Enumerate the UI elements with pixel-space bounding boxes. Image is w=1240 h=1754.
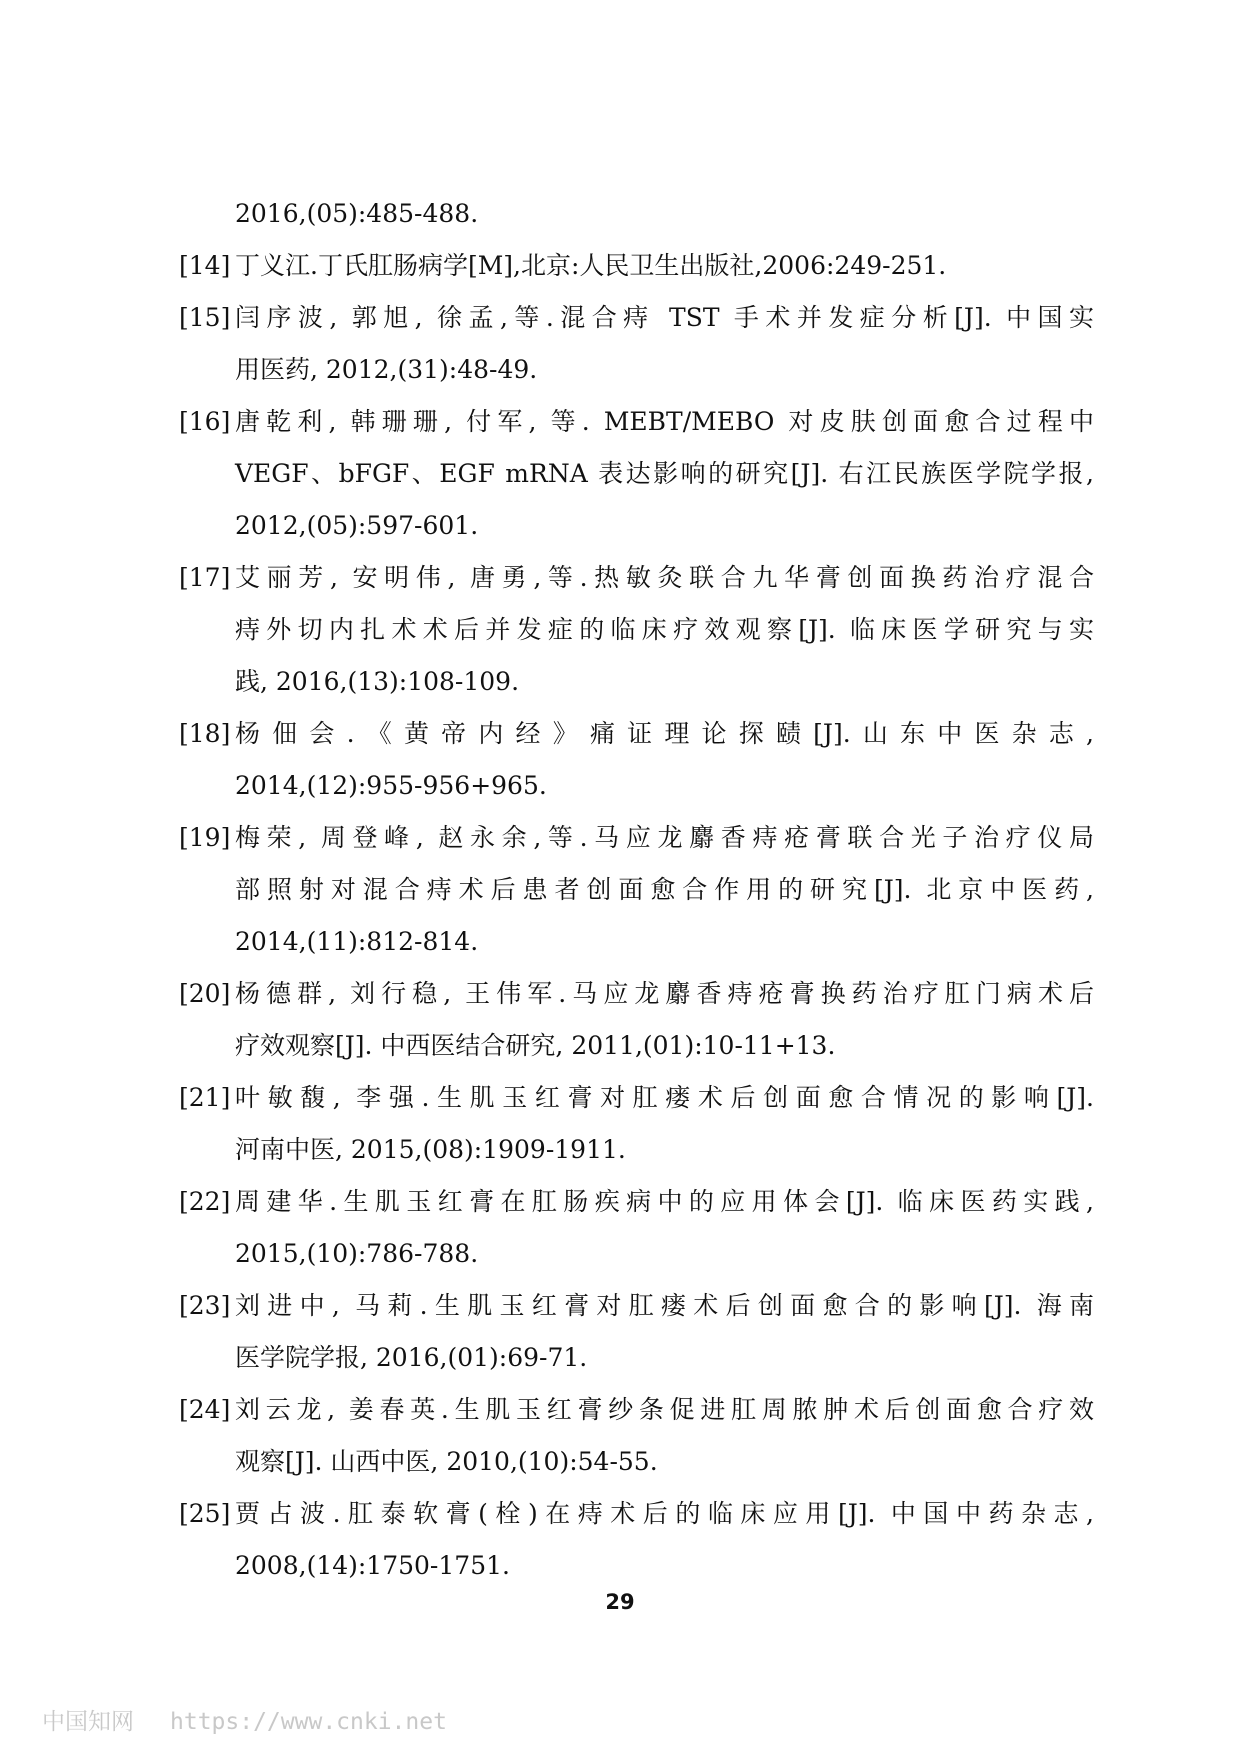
reference-line: 唐乾利, 韩珊珊, 付军, 等. MEBT/MEBO 对皮肤创面愈合过程中 — [235, 407, 1094, 436]
reference-number: [16] — [179, 407, 231, 436]
reference-line: 用医药, 2012,(31):48-49. — [235, 355, 538, 384]
reference-line: 践, 2016,(13):108-109. — [235, 667, 520, 696]
reference-number: [17] — [179, 563, 231, 592]
reference-line: 艾丽芳, 安明伟, 唐勇,等.热敏灸联合九华膏创面换药治疗混合 — [235, 563, 1094, 592]
reference-line: 杨佃会.《黄帝内经》痛证理论探赜[J].山东中医杂志, — [235, 719, 1094, 748]
reference-line: 刘进中, 马莉.生肌玉红膏对肛瘘术后创面愈合的影响[J]. 海南 — [235, 1291, 1094, 1320]
reference-line: 梅荣, 周登峰, 赵永余,等.马应龙麝香痔疮膏联合光子治疗仪局 — [235, 823, 1094, 852]
reference-line: 叶敏馥, 李强.生肌玉红膏对肛瘘术后创面愈合情况的影响[J]. — [235, 1083, 1094, 1112]
reference-line: 2015,(10):786-788. — [235, 1239, 479, 1268]
reference-line: 杨德群, 刘行稳, 王伟军.马应龙麝香痔疮膏换药治疗肛门病术后 — [235, 979, 1094, 1008]
reference-continuation: 2016,(05):485-488. — [235, 199, 479, 228]
reference-number: [20] — [179, 979, 231, 1008]
reference-line: 闫序波, 郭旭, 徐孟,等.混合痔 TST 手术并发症分析[J]. 中国实 — [235, 303, 1094, 332]
reference-item-16 — [179, 396, 1094, 552]
reference-item-18 — [179, 708, 1094, 812]
reference-number: [25] — [179, 1499, 231, 1528]
reference-item-24 — [179, 1384, 1094, 1488]
cnki-watermark — [42, 1703, 447, 1736]
reference-number: [14] — [179, 251, 231, 280]
reference-number: [19] — [179, 823, 231, 852]
reference-item-21 — [179, 1072, 1094, 1176]
reference-line: VEGF、bFGF、EGF mRNA 表达影响的研究[J]. 右江民族医学院学报, — [235, 459, 1094, 488]
reference-number: [23] — [179, 1291, 231, 1320]
reference-number: [22] — [179, 1187, 231, 1216]
reference-item-19 — [179, 812, 1094, 968]
reference-item-15 — [179, 292, 1094, 396]
reference-item-17 — [179, 552, 1094, 708]
reference-line: 贾占波.肛泰软膏(栓)在痔术后的临床应用[J]. 中国中药杂志, — [235, 1499, 1094, 1528]
reference-line: 2012,(05):597-601. — [235, 511, 479, 540]
reference-line: 周建华.生肌玉红膏在肛肠疾病中的应用体会[J]. 临床医药实践, — [235, 1187, 1094, 1216]
reference-line: 刘云龙, 姜春英.生肌玉红膏纱条促进肛周脓肿术后创面愈合疗效 — [235, 1395, 1094, 1424]
reference-list — [179, 188, 1094, 1592]
reference-line: 河南中医, 2015,(08):1909-1911. — [235, 1135, 626, 1164]
reference-line: 丁义江.丁氏肛肠病学[M],北京:人民卫生出版社,2006:249-251. — [235, 251, 947, 280]
reference-item-25 — [179, 1488, 1094, 1592]
reference-number: [21] — [179, 1083, 231, 1112]
watermark-site-name: 中国知网 — [42, 1709, 134, 1735]
reference-number: [15] — [179, 303, 231, 332]
reference-item-14 — [179, 240, 1094, 292]
reference-item-22 — [179, 1176, 1094, 1280]
page-number: 29 — [605, 1590, 635, 1614]
reference-line: 2008,(14):1750-1751. — [235, 1551, 510, 1580]
reference-item-20 — [179, 968, 1094, 1072]
watermark-url: https://www.cnki.net — [170, 1709, 447, 1735]
reference-line: 观察[J]. 山西中医, 2010,(10):54-55. — [235, 1447, 658, 1476]
reference-number: [18] — [179, 719, 231, 748]
reference-number: [24] — [179, 1395, 231, 1424]
reference-line: 2014,(11):812-814. — [235, 927, 479, 956]
reference-item-23 — [179, 1280, 1094, 1384]
reference-line: 2014,(12):955-956+965. — [235, 771, 547, 800]
reference-line: 痔外切内扎术术后并发症的临床疗效观察[J]. 临床医学研究与实 — [235, 615, 1094, 644]
reference-line: 医学院学报, 2016,(01):69-71. — [235, 1343, 588, 1372]
reference-line: 疗效观察[J]. 中西医结合研究, 2011,(01):10-11+13. — [235, 1031, 836, 1060]
reference-line: 部照射对混合痔术后患者创面愈合作用的研究[J]. 北京中医药, — [235, 875, 1094, 904]
